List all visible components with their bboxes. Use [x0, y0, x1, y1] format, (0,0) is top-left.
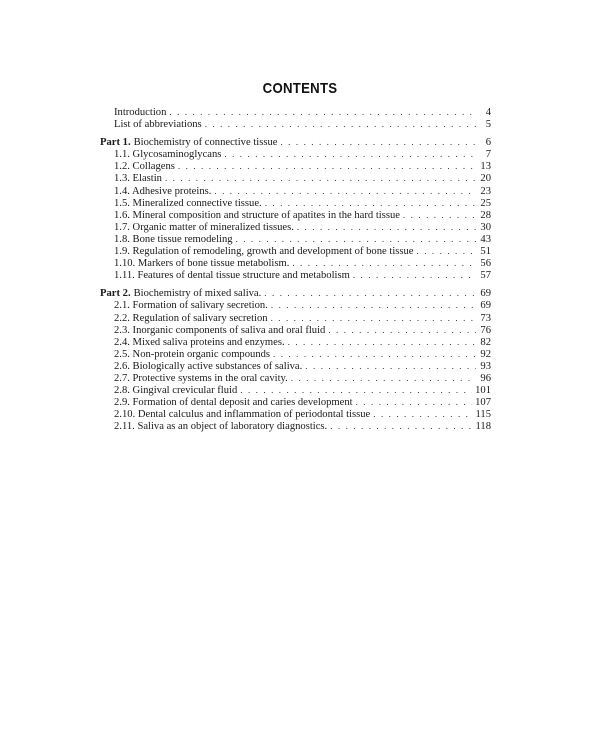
toc-page-number: 56	[480, 258, 491, 270]
dot-leader	[205, 118, 476, 130]
toc-entry	[100, 408, 491, 420]
toc-part-number: Part 1.	[100, 137, 131, 149]
toc-entry	[100, 172, 491, 184]
dot-leader	[224, 148, 476, 160]
dot-leader	[214, 185, 476, 197]
toc-entry-text: 2.3. Inorganic components of saliva and oral fluid	[114, 324, 326, 336]
dot-leader	[265, 197, 476, 209]
dot-leader	[288, 336, 476, 348]
toc-entry	[100, 118, 491, 130]
toc-entry-label	[114, 421, 327, 433]
toc-entry-label	[114, 397, 353, 409]
toc-entry	[100, 384, 491, 396]
dot-leader	[169, 106, 476, 118]
dot-leader	[264, 287, 476, 299]
toc-entry-text: 2.9. Formation of dental deposit and caries development	[114, 397, 353, 409]
toc-entry-label	[114, 119, 202, 131]
dot-leader	[291, 372, 476, 384]
toc-page-number: 43	[480, 233, 491, 245]
toc-entry	[100, 420, 491, 432]
toc-entry-text: 2.8. Gingival crevicular fluid	[114, 385, 238, 397]
toc-entry-text: 2.11. Saliva as an object of laboratory diagnostics.	[114, 421, 328, 433]
toc-entry-label	[100, 288, 261, 300]
toc-page-number: 13	[480, 161, 491, 173]
toc-entry	[100, 396, 491, 408]
toc-entry	[100, 299, 491, 311]
toc-entry-text: 2.2. Regulation of salivary secretion	[114, 312, 268, 324]
toc-entry	[100, 324, 491, 336]
toc-page-number: 82	[480, 336, 491, 348]
toc-entry	[100, 148, 491, 160]
toc-page-number: 101	[475, 385, 491, 397]
toc-entry-text: Introduction	[114, 107, 167, 118]
toc-page-number: 51	[480, 246, 491, 258]
toc-entry-text: 2.10. Dental calculus and inflammation of periodontal tissue	[114, 409, 371, 421]
toc-page-number: 20	[480, 173, 491, 185]
toc-entry	[100, 106, 491, 118]
dot-leader	[271, 299, 476, 311]
toc-page-number: 7	[485, 149, 491, 161]
toc-entry	[100, 312, 491, 324]
dot-leader	[280, 136, 476, 148]
toc-entry-text: 1.1. Glycosaminoglycans	[114, 149, 222, 161]
toc-entry-text: 1.6. Mineral composition and structure of apatites in the hard tissue	[114, 209, 400, 221]
dot-leader	[165, 172, 476, 184]
toc-part-number: Part 2.	[100, 288, 131, 300]
toc-entry	[100, 197, 491, 209]
toc-part-entry	[100, 136, 491, 148]
toc-page-number: 57	[480, 270, 491, 282]
toc-entry-text: 1.8. Bone tissue remodeling	[114, 233, 233, 245]
toc-entry-text: 1.2. Collagens	[114, 161, 175, 173]
toc-entry-text: 2.6. Biologically active substances of saliva.	[114, 360, 303, 372]
toc-entry-label	[114, 349, 270, 361]
toc-page-number: 115	[475, 409, 491, 421]
toc-entry-text: 1.11. Features of dental tissue structure and metabolism	[114, 270, 350, 282]
toc-entry-text: 1.4. Adhesive proteins.	[114, 185, 212, 197]
toc-entry-label	[114, 186, 211, 198]
toc-entry	[100, 336, 491, 348]
dot-leader	[373, 408, 472, 420]
toc-entry-label	[114, 234, 233, 246]
toc-entry-label	[114, 313, 268, 325]
toc-entry-text: 2.4. Mixed saliva proteins and enzymes.	[114, 336, 285, 348]
dot-leader	[178, 160, 476, 172]
toc-entry	[100, 360, 491, 372]
toc-entry-text: Biochemistry of connective tissue	[133, 137, 278, 149]
toc-page-number: 69	[480, 300, 491, 312]
toc-entry	[100, 245, 491, 257]
toc-entry-label	[114, 107, 166, 119]
toc-entry	[100, 257, 491, 269]
toc-entry	[100, 160, 491, 172]
toc-entry-label	[114, 385, 237, 397]
toc-entry-label	[114, 361, 302, 373]
toc-page-number: 69	[480, 288, 491, 300]
toc-page-number: 93	[480, 360, 491, 372]
dot-leader	[305, 360, 476, 372]
toc-page-number: 4	[485, 107, 491, 118]
dot-leader	[330, 420, 472, 432]
toc-page-number: 25	[480, 197, 491, 209]
toc-entry	[100, 221, 491, 233]
toc-entry	[100, 233, 491, 245]
toc-page-number: 28	[480, 209, 491, 221]
dot-leader	[356, 396, 473, 408]
toc-entry-text: 1.5. Mineralized connective tissue.	[114, 197, 262, 209]
toc-entry-text: 1.7. Organic matter of mineralized tissues.	[114, 221, 294, 233]
toc-page-number: 6	[485, 137, 491, 149]
toc-entry-label	[114, 198, 262, 210]
toc-entry-text: 1.10. Markers of bone tissue metabolism.	[114, 258, 290, 270]
toc-entry-label	[114, 258, 289, 270]
dot-leader	[328, 324, 476, 336]
toc-page-number: 76	[480, 324, 491, 336]
toc-entry-text: 2.5. Non-protein organic compounds	[114, 348, 271, 360]
toc-page-number: 107	[475, 397, 491, 409]
dot-leader	[240, 384, 472, 396]
dot-leader	[273, 348, 476, 360]
toc-entry	[100, 185, 491, 197]
toc-page-number: 118	[475, 421, 491, 433]
toc-page-number: 73	[480, 312, 491, 324]
toc-entry-text: Biochemistry of mixed saliva.	[133, 288, 262, 300]
toc-page-number: 92	[480, 348, 491, 360]
toc-entry-text: 2.7. Protective systems in the oral cavity.	[114, 372, 288, 384]
toc-entry-text: List of abbreviations	[114, 119, 202, 131]
toc-entry-label	[114, 337, 285, 349]
toc-entry	[100, 209, 491, 221]
page-title: CONTENTS	[262, 80, 338, 97]
toc-entry	[100, 348, 491, 360]
dot-leader	[236, 233, 476, 245]
dot-leader	[353, 269, 476, 281]
dot-leader	[403, 209, 476, 221]
toc-entry-label	[114, 173, 162, 185]
toc-entry-text: 2.1. Formation of salivary secretion.	[114, 300, 268, 312]
toc-entry-label	[114, 300, 268, 312]
toc-part-entry	[100, 287, 491, 299]
toc-page-number: 30	[480, 221, 491, 233]
dot-leader	[297, 221, 476, 233]
toc-page-number: 23	[480, 185, 491, 197]
toc-entry	[100, 372, 491, 384]
toc-entry-label	[114, 270, 350, 282]
toc-entry-text: 1.9. Regulation of remodeling, growth and development of bone tissue	[114, 246, 414, 258]
toc-entry	[100, 269, 491, 281]
toc-entry-text: 1.3. Elastin	[114, 173, 162, 185]
dot-leader	[417, 245, 476, 257]
toc-page-number: 5	[485, 119, 491, 131]
toc-page-number: 96	[480, 372, 491, 384]
dot-leader	[292, 257, 476, 269]
table-of-contents	[100, 106, 491, 432]
dot-leader	[271, 312, 476, 324]
